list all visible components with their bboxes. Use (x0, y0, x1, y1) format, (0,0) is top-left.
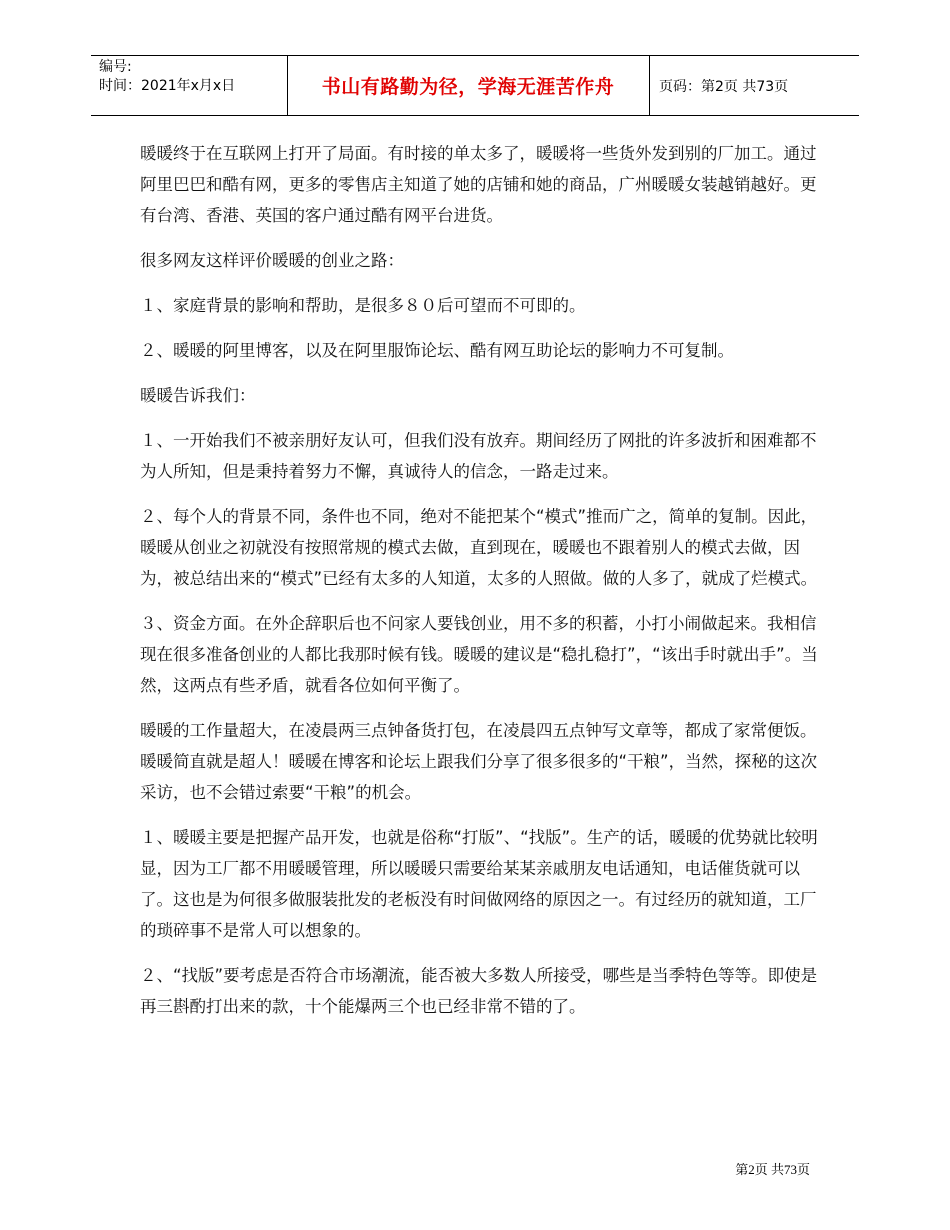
paragraph-2: 很多网友这样评价暖暖的创业之路： (140, 251, 404, 270)
page-header (91, 55, 859, 116)
paragraph-6: １、一开始我们不被亲朋好友认可，但我们没有放弃。期间经历了网批的许多波折和困难都不为人所知，但是秉持着努力不懈，真诚待人的信念，一路走过来。 (140, 431, 817, 481)
header-meta (99, 58, 235, 96)
paragraph-11: ２、“找版”要考虑是否符合市场潮流，能否被大多数人所接受，哪些是当季特色等等。即使是再三斟酌打出来的款，十个能爆两三个也已经非常不错的了。 (140, 966, 818, 1016)
header-page-number: 页码：第2页 共73页 (659, 78, 789, 95)
paragraph-1: 暖暖终于在互联网上打开了局面。有时接的单太多了，暖暖将一些货外发到别的厂加工。通过阿里巴巴和酷有网，更多的零售店主知道了她的店铺和她的商品，广州暖暖女装越销越好。更有台湾、香港、英国的客户通过酷有网平台进货。 (140, 144, 817, 225)
paragraph-3: １、家庭背景的影响和帮助，是很多８０后可望而不可即的。 (140, 296, 586, 315)
header-motto: 书山有路勤为径，学海无涯苦作舟 (321, 76, 615, 98)
paragraph-4: ２、暖暖的阿里博客，以及在阿里服饰论坛、酷有网互助论坛的影响力不可复制。 (140, 341, 734, 360)
document-body (140, 138, 820, 1036)
paragraph-10: １、暖暖主要是把握产品开发，也就是俗称“打版”、“找版”。生产的话，暖暖的优势就比较明显，因为工厂都不用暖暖管理，所以暖暖只需要给某某亲戚朋友电话通知，电话催货就可以了。这也是为何很多做服装批发的老板没有时间做网络的原因之一。有过经历的就知道，工厂的琐碎事不是常人可以想象的。 (140, 828, 818, 940)
header-divider-right (649, 56, 650, 115)
paragraph-8: ３、资金方面。在外企辞职后也不问家人要钱创业，用不多的积蓄，小打小闹做起来。我相信现在很多准备创业的人都比我那时候有钱。暖暖的建议是“稳扎稳打”，“该出手时就出手”。当然，这两点有些矛盾，就看各位如何平衡了。 (140, 614, 818, 695)
document-number-label: 编号: (99, 59, 132, 75)
paragraph-9: 暖暖的工作量超大，在凌晨两三点钟备货打包，在凌晨四五点钟写文章等，都成了家常便饭。暖暖简直就是超人！暖暖在博客和论坛上跟我们分享了很多很多的“干粮”，当然，探秘的这次采访，也不会错过索要“干粮”的机会。 (140, 721, 818, 802)
page-footer-number: 第2页 共73页 (735, 1162, 810, 1177)
paragraph-5: 暖暖告诉我们： (140, 386, 256, 405)
paragraph-7: ２、每个人的背景不同，条件也不同，绝对不能把某个“模式”推而广之，简单的复制。因此，暖暖从创业之初就没有按照常规的模式去做，直到现在，暖暖也不跟着别人的模式去做，因为，被总结出来的“模式”已经有太多的人知道，太多的人照做。做的人多了，就成了烂模式。 (140, 507, 818, 588)
document-time-label: 时间：2021年x月x日 (99, 78, 236, 94)
